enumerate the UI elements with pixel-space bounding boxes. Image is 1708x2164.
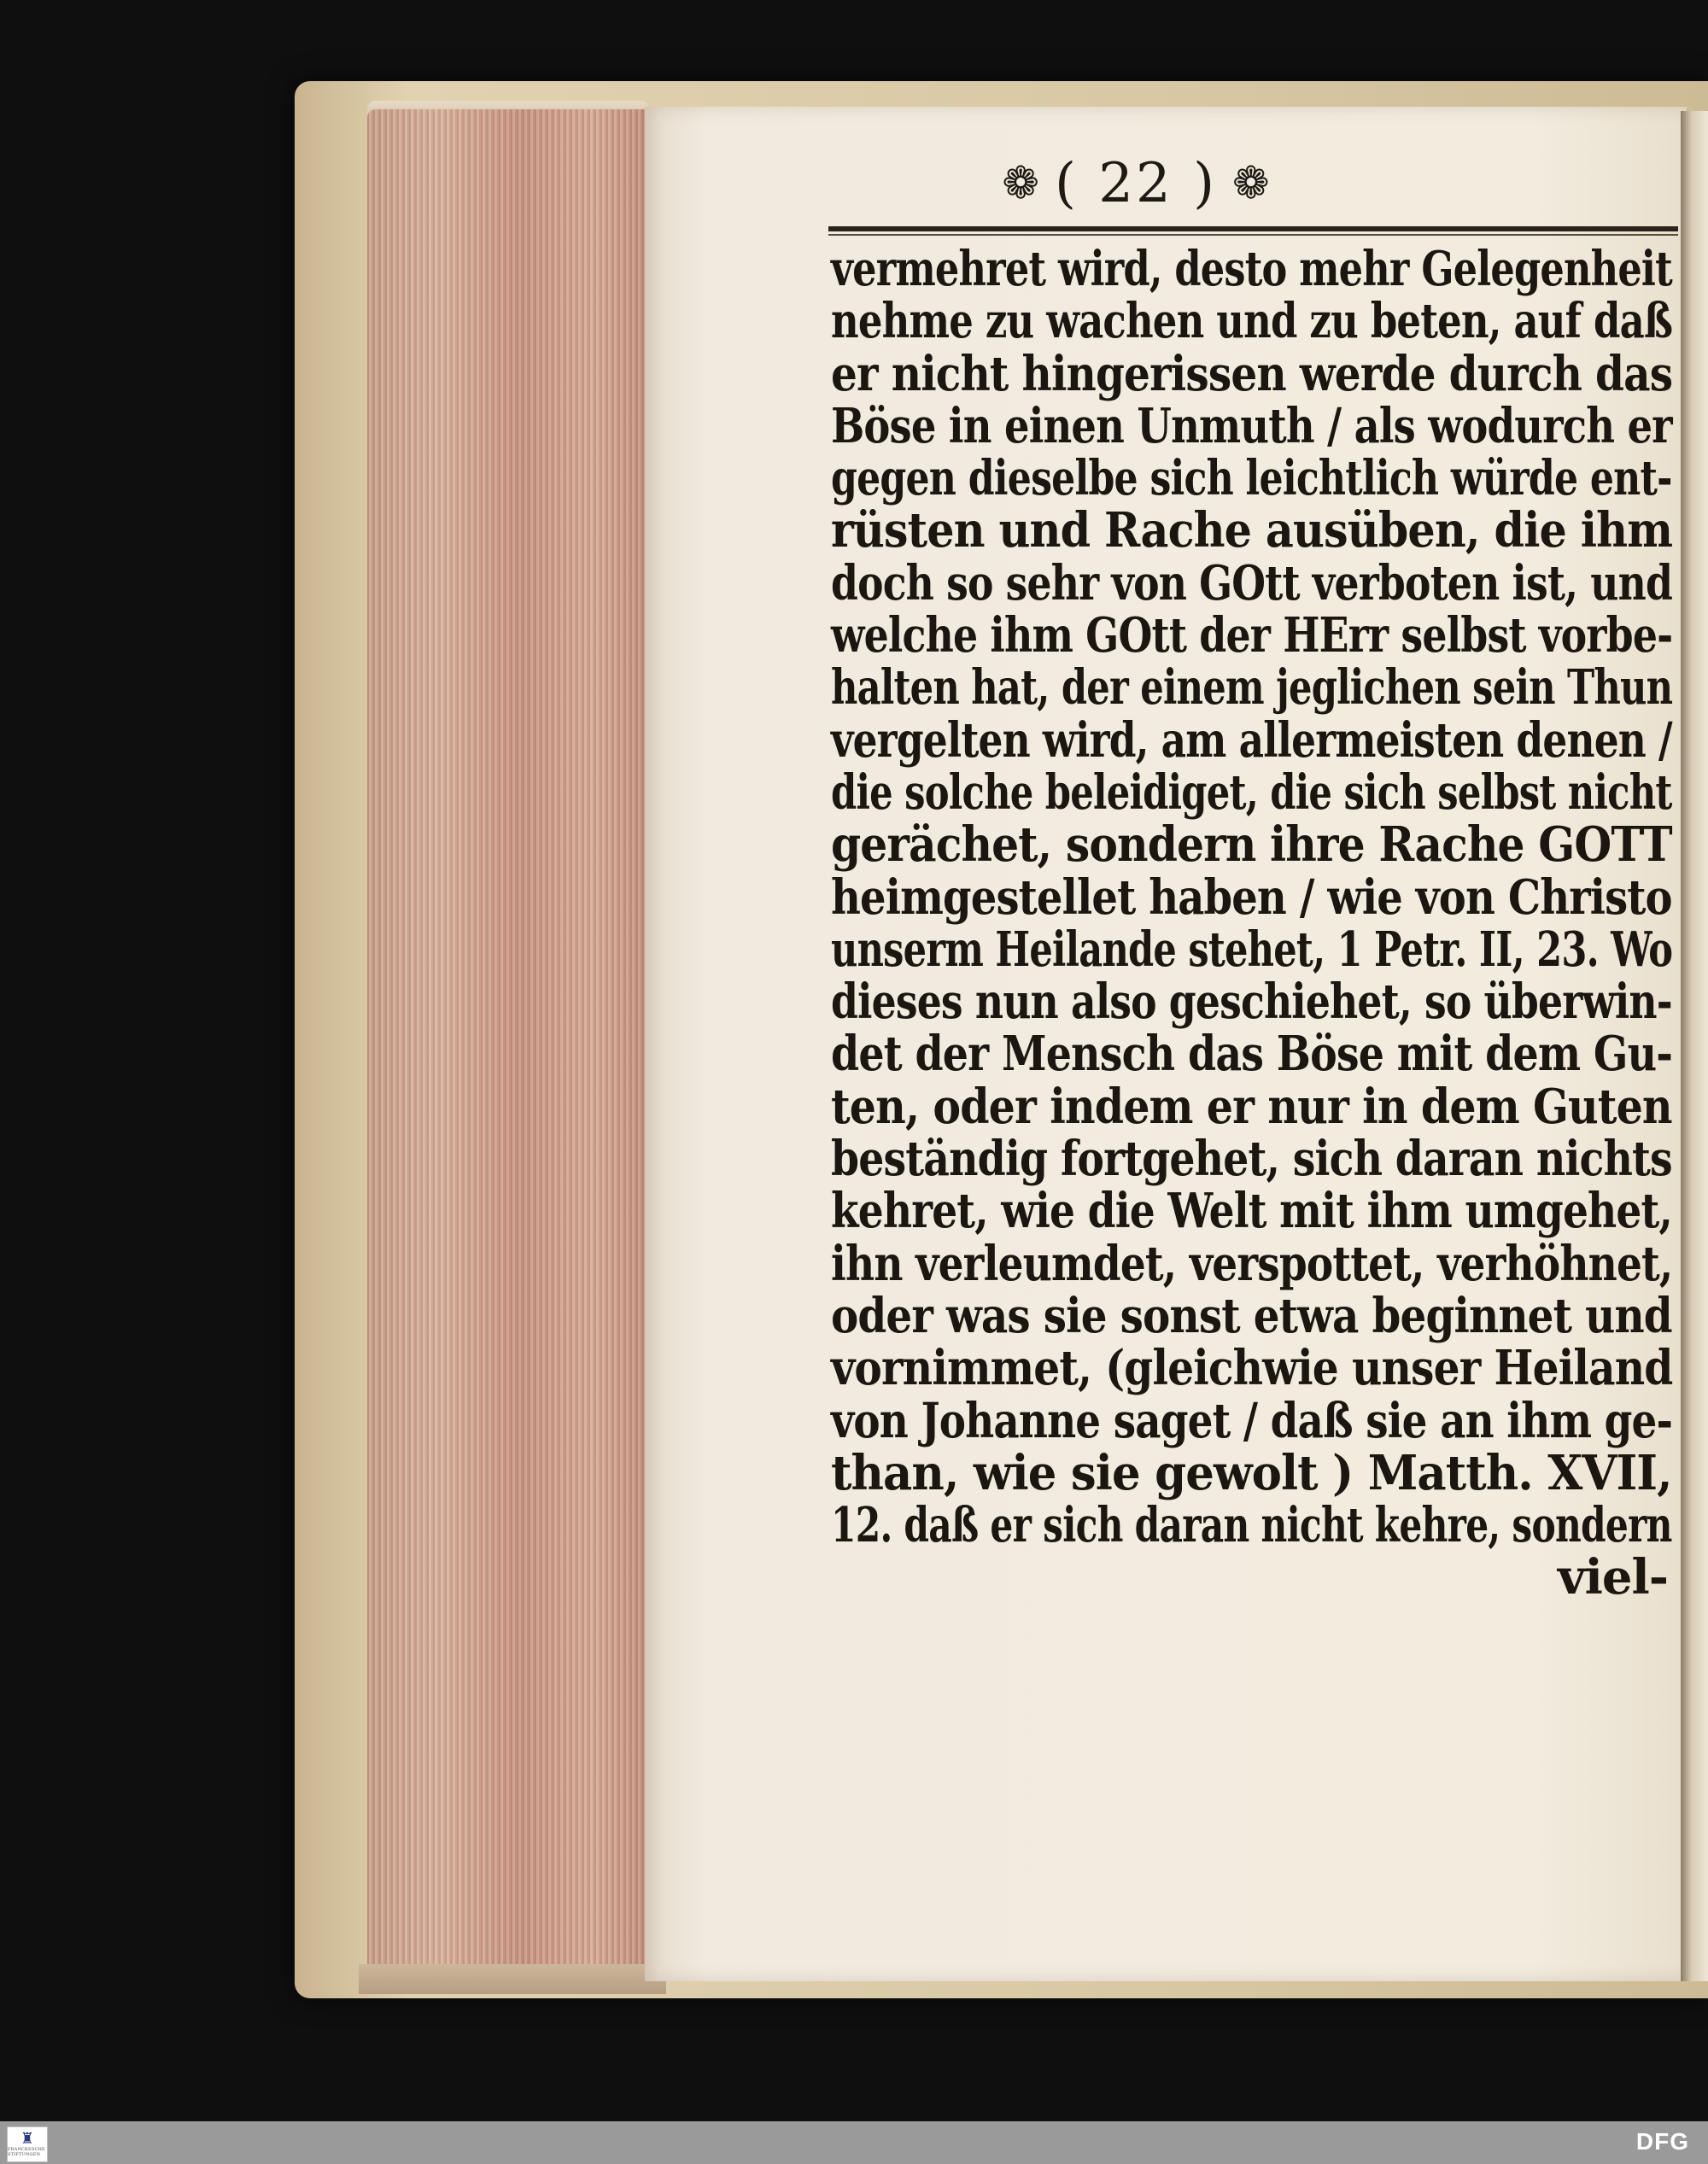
catchword: viel- <box>1558 1549 1668 1606</box>
text-line: ihn verleumdet, verspottet, verhöhnet, <box>831 1235 1673 1292</box>
text-line: heimgestellet haben / wie von Christo <box>831 869 1672 926</box>
page-stack-edges <box>367 109 649 1980</box>
text-line: Böse in einen Unmuth / als wodurch er <box>831 397 1672 454</box>
institution-logo-text: FRANCKESCHE STIFTUNGEN <box>8 2147 45 2157</box>
text-line: von Johanne saget / daß sie an ihm ge- <box>831 1392 1673 1449</box>
text-line: nehme zu wachen und zu beten, auf daß <box>831 293 1673 350</box>
header-rule <box>828 226 1678 231</box>
book-page <box>645 107 1687 1981</box>
text-line: er nicht hingerissen werde durch das <box>831 345 1673 402</box>
text-line: gegen dieselbe sich leichtlich würde ent- <box>831 450 1672 507</box>
text-line: vornimmet, (gleichwie unser Heiland <box>831 1340 1673 1397</box>
text-line: doch so sehr von GOtt verboten ist, und <box>831 554 1673 611</box>
text-line: unserm Heilande stehet, 1 Petr. II, 23. Wo <box>831 921 1673 978</box>
text-line: rüsten und Rache ausüben, die ihm <box>831 502 1673 559</box>
text-line: die solche beleidiget, die sich selbst nicht <box>831 763 1672 821</box>
text-line: 12. daß er sich daran nicht kehre, sondern <box>831 1497 1672 1554</box>
text-line: oder was sie sonst etwa beginnet und <box>831 1287 1672 1344</box>
text-line: beständig fortgehet, sich daran nichts <box>831 1131 1672 1188</box>
text-line: vergelten wird, am allermeisten denen / <box>831 711 1672 769</box>
text-line: kehret, wie die Welt mit ihm umgehet, <box>831 1183 1672 1240</box>
text-line: gerächet, sondern ihre Rache GOTT <box>831 816 1672 874</box>
text-line: welche ihm GOtt der HErr selbst vorbe- <box>831 607 1673 664</box>
facing-page-edge <box>1681 111 1708 1981</box>
text-line: ten, oder indem er nur in dem Guten <box>831 1078 1672 1135</box>
header-rule-thin <box>828 234 1678 236</box>
institution-logo <box>7 2126 48 2162</box>
digitization-footer <box>0 2121 1708 2164</box>
body-text <box>831 243 1685 1605</box>
flower-ornament-right-icon: ❁ <box>1232 158 1270 209</box>
text-line: than, wie sie gewolt ) Matth. XVII, <box>831 1444 1672 1501</box>
text-line: det der Mensch das Böse mit dem Gu- <box>831 1026 1673 1083</box>
tower-icon: ♜ <box>20 2130 35 2148</box>
dfg-brand: DFG <box>1635 2128 1689 2155</box>
flower-ornament-left-icon: ❁ <box>1002 158 1039 209</box>
text-line: vermehret wird, desto mehr Gelegenheit <box>831 241 1672 297</box>
text-line: halten hat, der einem jeglichen sein Thun <box>831 659 1673 716</box>
page-header <box>645 141 1627 226</box>
page-number: ( 22 ) <box>1054 152 1218 215</box>
text-line: dieses nun also geschiehet, so überwin- <box>831 974 1672 1031</box>
page-stack-bottom <box>359 1964 666 1994</box>
